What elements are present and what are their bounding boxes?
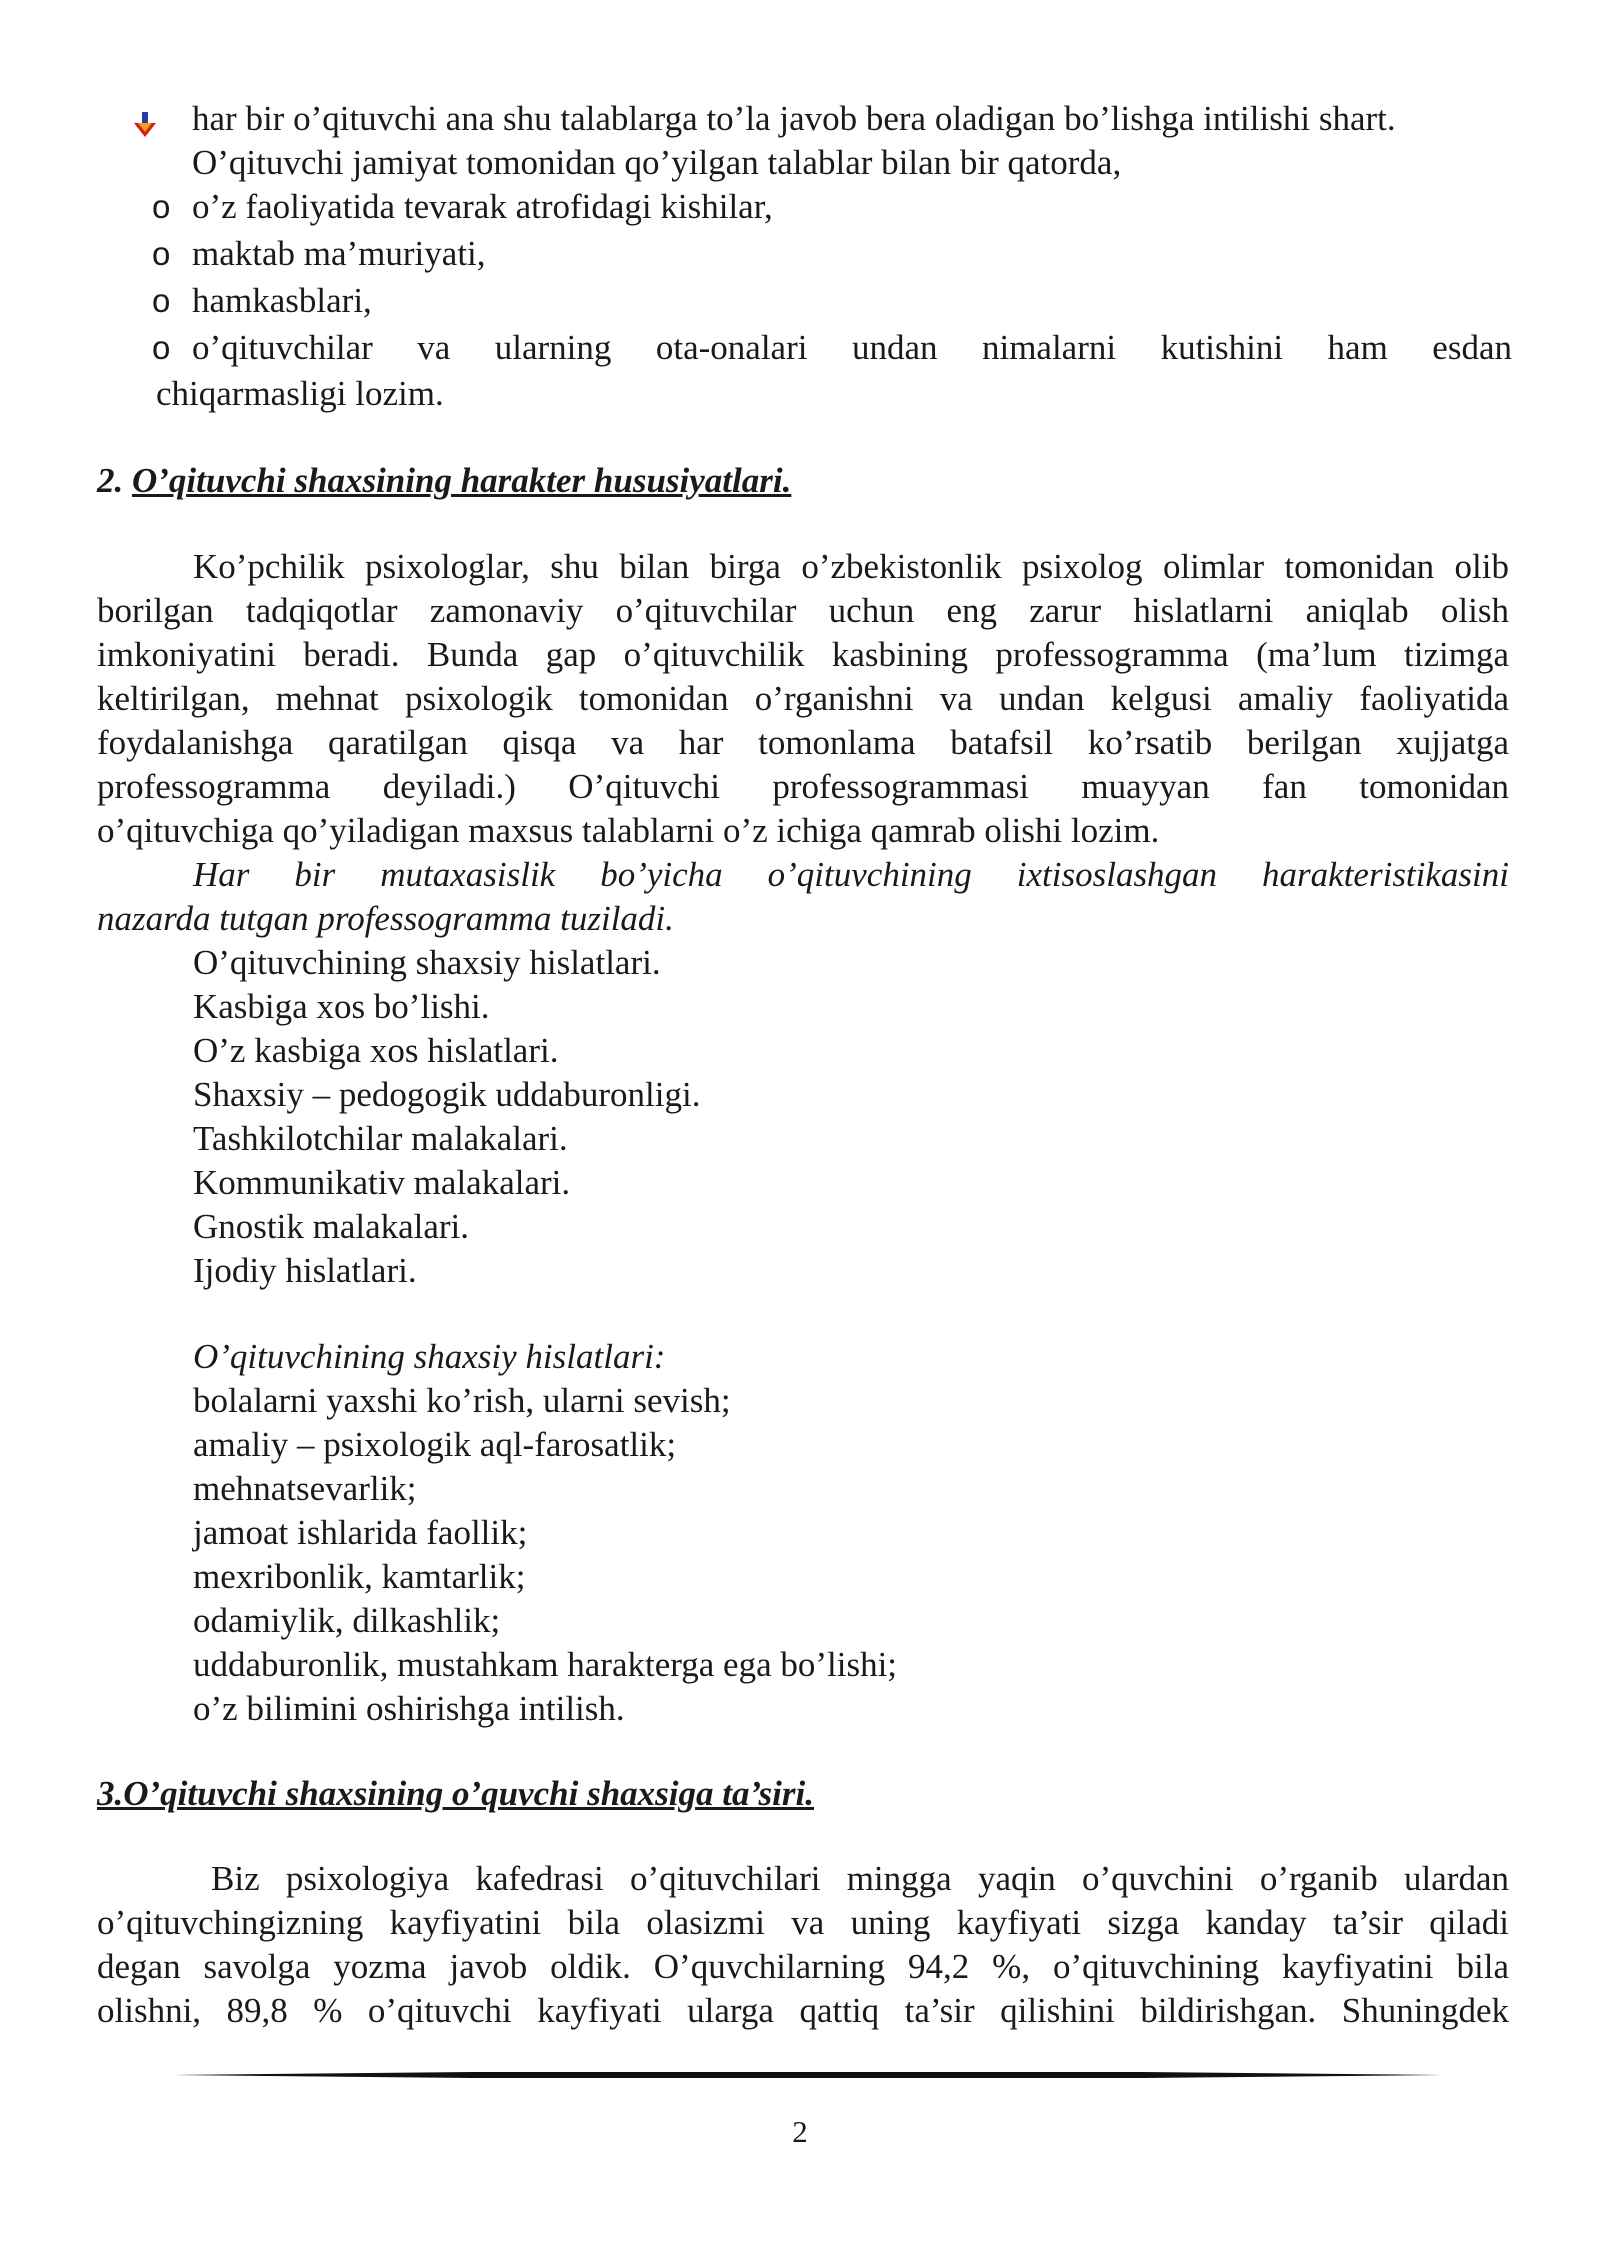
section-2-number: 2. bbox=[97, 461, 124, 500]
italic-paragraph-line: Har bir mutaxasislik bo’yicha o’qituvchining ixtisoslashgan harakteristikasini bbox=[193, 855, 1509, 894]
list-item: hamkasblari, bbox=[192, 281, 372, 320]
page-number: 2 bbox=[792, 2114, 808, 2149]
down-arrow-bullet-icon bbox=[134, 112, 156, 138]
list-item: mexribonlik, kamtarlik; bbox=[193, 1557, 526, 1596]
section-2-title: O’qituvchi shaxsining harakter hususiyatlari. bbox=[132, 461, 792, 500]
list-item: maktab ma’muriyati, bbox=[192, 234, 486, 273]
list-item: o’z bilimini oshirishga intilish. bbox=[193, 1689, 625, 1728]
paragraph-line: professogramma deyiladi.) O’qituvchi professogrammasi muayyan fan tomonidan bbox=[97, 767, 1509, 806]
list-bullet-marker: o bbox=[152, 188, 171, 225]
section-2-heading bbox=[97, 459, 791, 503]
paragraph-line: Ko’pchilik psixologlar, shu bilan birga o’zbekistonlik psixolog olimlar tomonidan olib bbox=[193, 547, 1509, 586]
intro-line-2: O’qituvchi jamiyat tomonidan qo’yilgan talablar bilan bir qatorda, bbox=[192, 143, 1122, 182]
section-3-heading bbox=[97, 1772, 814, 1816]
list-item: Gnostik malakalari. bbox=[193, 1207, 470, 1246]
list-item: amaliy – psixologik aql-farosatlik; bbox=[193, 1425, 677, 1464]
list-item: jamoat ishlarida faollik; bbox=[193, 1513, 528, 1552]
list-item: uddaburonlik, mustahkam harakterga ega bo’lishi; bbox=[193, 1645, 898, 1684]
paragraph-line: degan savolga yozma javob oldik. O’quvchilarning 94,2 %, o’qituvchining kayfiyatini bila bbox=[97, 1947, 1509, 1986]
paragraph-line: Biz psixologiya kafedrasi o’qituvchilari mingga yaqin o’quvchini o’rganib ulardan bbox=[211, 1859, 1509, 1898]
paragraph-line: borilgan tadqiqotlar zamonaviy o’qituvchilar uchun eng zarur hislatlarni aniqlab olish bbox=[97, 591, 1509, 630]
list-item: O’qituvchining shaxsiy hislatlari. bbox=[193, 943, 661, 982]
list-item-continuation: chiqarmasligi lozim. bbox=[156, 374, 444, 413]
footer-divider bbox=[172, 2068, 1442, 2082]
list-item: Kommunikativ malakalari. bbox=[193, 1163, 571, 1202]
list-item: Tashkilotchilar malakalari. bbox=[193, 1119, 568, 1158]
list-bullet-marker: o bbox=[152, 235, 171, 272]
list-item: o’qituvchilar va ularning ota-onalari undan nimalarni kutishini ham esdan bbox=[192, 328, 1512, 367]
paragraph-line: foydalanishga qaratilgan qisqa va har tomonlama batafsil ko’rsatib berilgan xujjatga bbox=[97, 723, 1509, 762]
list-bullet-marker: o bbox=[152, 282, 171, 319]
paragraph-line: imkoniyatini beradi. Bunda gap o’qituvchilik kasbining professogramma (ma’lum tizimga bbox=[97, 635, 1509, 674]
list-bullet-marker: o bbox=[152, 329, 171, 366]
list-item: o’z faoliyatida tevarak atrofidagi kishilar, bbox=[192, 187, 773, 226]
paragraph-line: olishni, 89,8 % o’qituvchi kayfiyati ularga qattiq ta’sir qilishini bildirishgan. Shuningdek bbox=[97, 1991, 1509, 2030]
paragraph-line: keltirilgan, mehnat psixologik tomonidan o’rganishni va undan kelgusi amaliy faoliyatida bbox=[97, 679, 1509, 718]
list-item: mehnatsevarlik; bbox=[193, 1469, 417, 1508]
intro-arrow-line: har bir o’qituvchi ana shu talablarga to’la javob bera oladigan bo’lishga intilishi shart. bbox=[192, 99, 1396, 138]
paragraph-line: o’qituvchiga qo’yiladigan maxsus talablarni o’z ichiga qamrab olishi lozim. bbox=[97, 811, 1160, 850]
list-2-title: O’qituvchining shaxsiy hislatlari: bbox=[193, 1337, 666, 1376]
list-item: Ijodiy hislatlari. bbox=[193, 1251, 417, 1290]
list-item: O’z kasbiga xos hislatlari. bbox=[193, 1031, 559, 1070]
list-item: Shaxsiy – pedogogik uddaburonligi. bbox=[193, 1075, 701, 1114]
list-item: bolalarni yaxshi ko’rish, ularni sevish; bbox=[193, 1381, 731, 1420]
italic-paragraph-line: nazarda tutgan professogramma tuziladi. bbox=[97, 899, 674, 938]
paragraph-line: o’qituvchingizning kayfiyatini bila olasizmi va uning kayfiyati sizga kanday ta’sir qiladi bbox=[97, 1903, 1509, 1942]
section-3-title: 3.O’qituvchi shaxsining o’quvchi shaxsiga ta’siri. bbox=[97, 1774, 814, 1813]
list-item: odamiylik, dilkashlik; bbox=[193, 1601, 501, 1640]
list-item: Kasbiga xos bo’lishi. bbox=[193, 987, 490, 1026]
